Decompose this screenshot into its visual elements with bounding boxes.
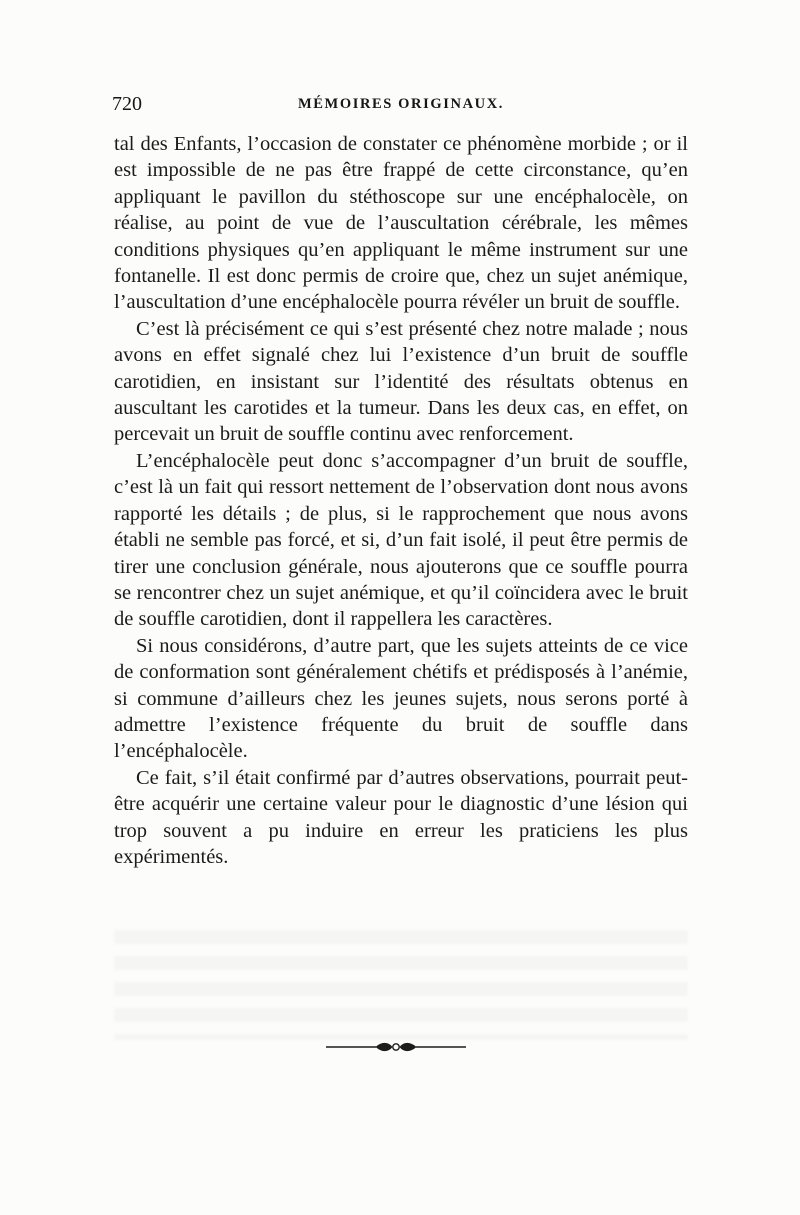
- running-head: [112, 92, 690, 116]
- tailpiece-ornament: [326, 1040, 466, 1054]
- paragraph-continuation: tal des Enfants, l’occasion de constater ce phénomène morbide ; or il est impossible de ne pas être frappé de cette circonstance, qu’en appliquant le pavillon du stéthoscope sur une encéphalocèle, on réalise, au point de vue de l’auscultation cérébrale, les mêmes conditions physiques qu’en appliquant le même instrument sur une fontanelle. Il est donc permis de croire que, chez un sujet anémique, l’auscultation d’une encéphalocèle pourra révéler un bruit de souffle.: [114, 133, 688, 314]
- body-text: [114, 131, 688, 870]
- paragraph: Si nous considérons, d’autre part, que les sujets atteints de ce vice de conformation sont généralement chétifs et prédisposés à l’anémie, si commune d’ailleurs chez les jeunes sujets, nous serons porté à admettre l’existence fréquente du bruit de souffle dans l’encéphalocèle.: [114, 634, 688, 763]
- page-number: 720: [112, 93, 142, 115]
- paragraph: C’est là précisément ce qui s’est présenté chez notre malade ; nous avons en effet signalé chez lui l’existence d’un bruit de souffle carotidien, en insistant sur l’identité des résultats obtenus en auscultant les carotides et la tumeur. Dans les deux cas, en effet, on percevait un bruit de souffle continu avec renforcement.: [114, 317, 688, 446]
- paragraph: L’encéphalocèle peut donc s’accompagner d’un bruit de souffle, c’est là un fait qui ressort nettement de l’observation dont nous avons rapporté les détails ; de plus, si le rapprochement que nous avons établi ne semble pas forcé, et si, d’un fait isolé, il peut être permis de tirer une conclusion générale, nous ajouterons que ce souffle pourra se rencontrer chez un sujet anémique, et qu’il coïncidera avec le bruit de souffle carotidien, dont il rappellera les caractères.: [114, 449, 688, 631]
- paragraph: Ce fait, s’il était confirmé par d’autres observations, pourrait peut-être acquérir une certaine valeur pour le diagnostic d’une lésion qui trop souvent a pu induire en erreur les praticiens les plus expérimentés.: [114, 766, 688, 868]
- show-through-bleed: [114, 930, 688, 1040]
- running-title: MÉMOIRES ORIGINAUX.: [297, 96, 505, 112]
